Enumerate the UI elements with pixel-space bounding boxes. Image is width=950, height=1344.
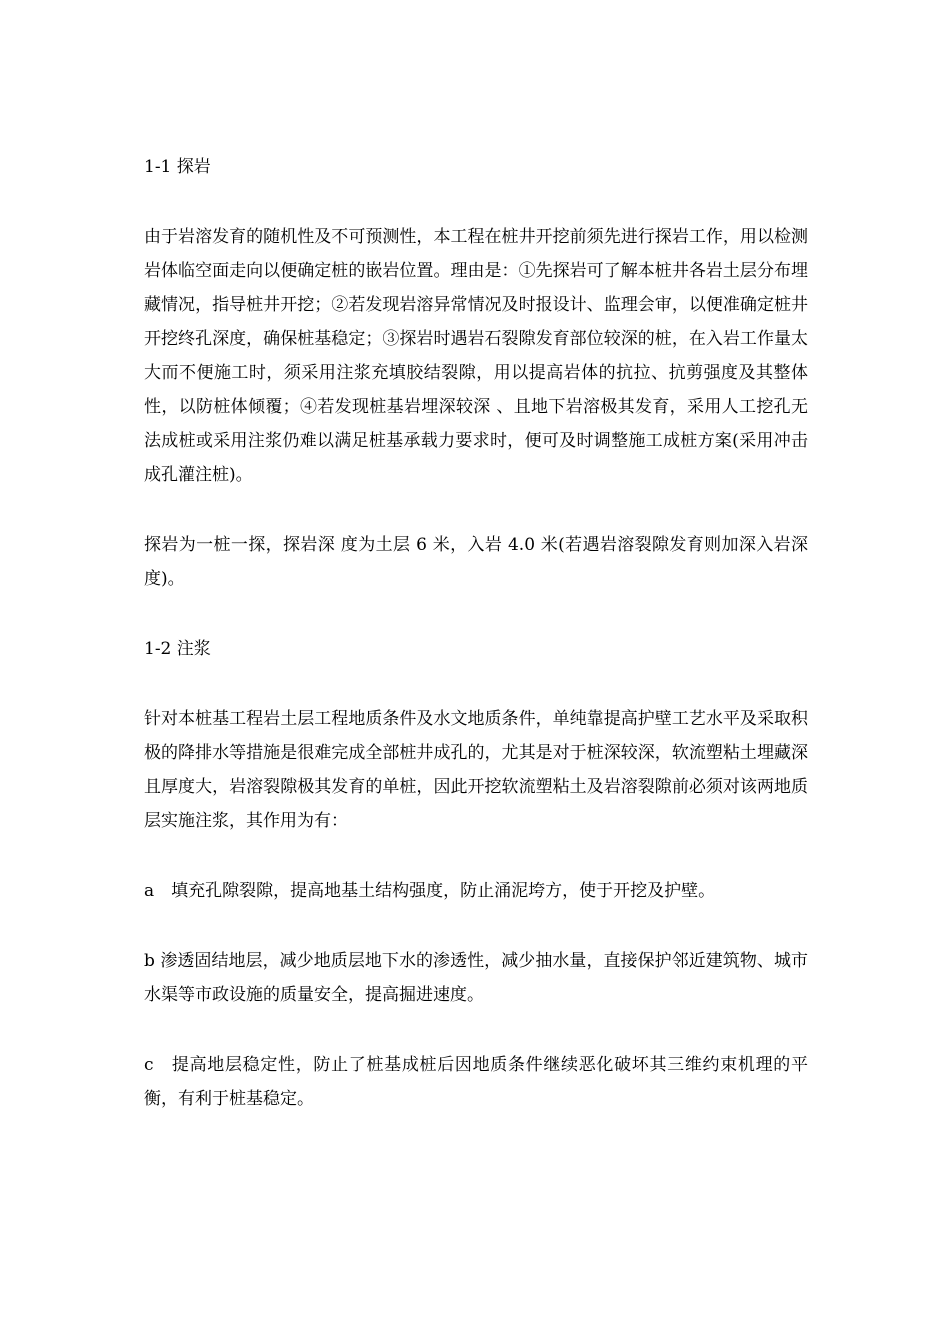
section-heading-1-1: 1-1 探岩 (144, 157, 211, 177)
list-item-a: a 填充孔隙裂隙，提高地基土结构强度，防止涌泥垮方，使于开挖及护壁。 (144, 881, 716, 901)
paragraph-exploration-depth: 探岩为一桩一探，探岩深 度为土层 6 米，入岩 4.0 米(若遇岩溶裂隙发育则加深入岩深度)。 (144, 535, 808, 589)
document-body (144, 150, 808, 1116)
paragraph-exploration-reason: 由于岩溶发育的随机性及不可预测性，本工程在桩井开挖前须先进行探岩工作，用以检测岩体临空面走向以便确定桩的嵌岩位置。理由是：①先探岩可了解本桩井各岩土层分布埋藏情况，指导桩井开挖；②若发现岩溶异常情况及时报设计、监理会审，以便准确定桩井开挖终孔深度，确保桩基稳定；③探岩时遇岩石裂隙发育部位较深的桩，在入岩工作量太大而不便施工时，须采用注浆充填胶结裂隙，用以提高岩体的抗拉、抗剪强度及其整体性，以防桩体倾覆；④若发现桩基岩埋深较深 、且地下岩溶极其发育，采用人工挖孔无法成桩或采用注浆仍难以满足桩基承载力要求时，便可及时调整施工成桩方案(采用冲击成孔灌注桩)。 (144, 227, 808, 485)
paragraph-grouting-intro: 针对本桩基工程岩土层工程地质条件及水文地质条件，单纯靠提高护壁工艺水平及采取积极的降排水等措施是很难完成全部桩井成孔的，尤其是对于桩深较深，软流塑粘土埋藏深且厚度大，岩溶裂隙极其发育的单桩，因此开挖软流塑粘土及岩溶裂隙前必须对该两地质层实施注浆，其作用为有： (144, 709, 808, 831)
list-item-b: b 渗透固结地层，减少地质层地下水的渗透性，减少抽水量，直接保护邻近建筑物、城市水渠等市政设施的质量安全，提高掘进速度。 (144, 951, 808, 1005)
list-item-c: c 提高地层稳定性，防止了桩基成桩后因地质条件继续恶化破坏其三维约束机理的平衡，有利于桩基稳定。 (144, 1055, 808, 1109)
section-heading-1-2: 1-2 注浆 (144, 639, 211, 659)
